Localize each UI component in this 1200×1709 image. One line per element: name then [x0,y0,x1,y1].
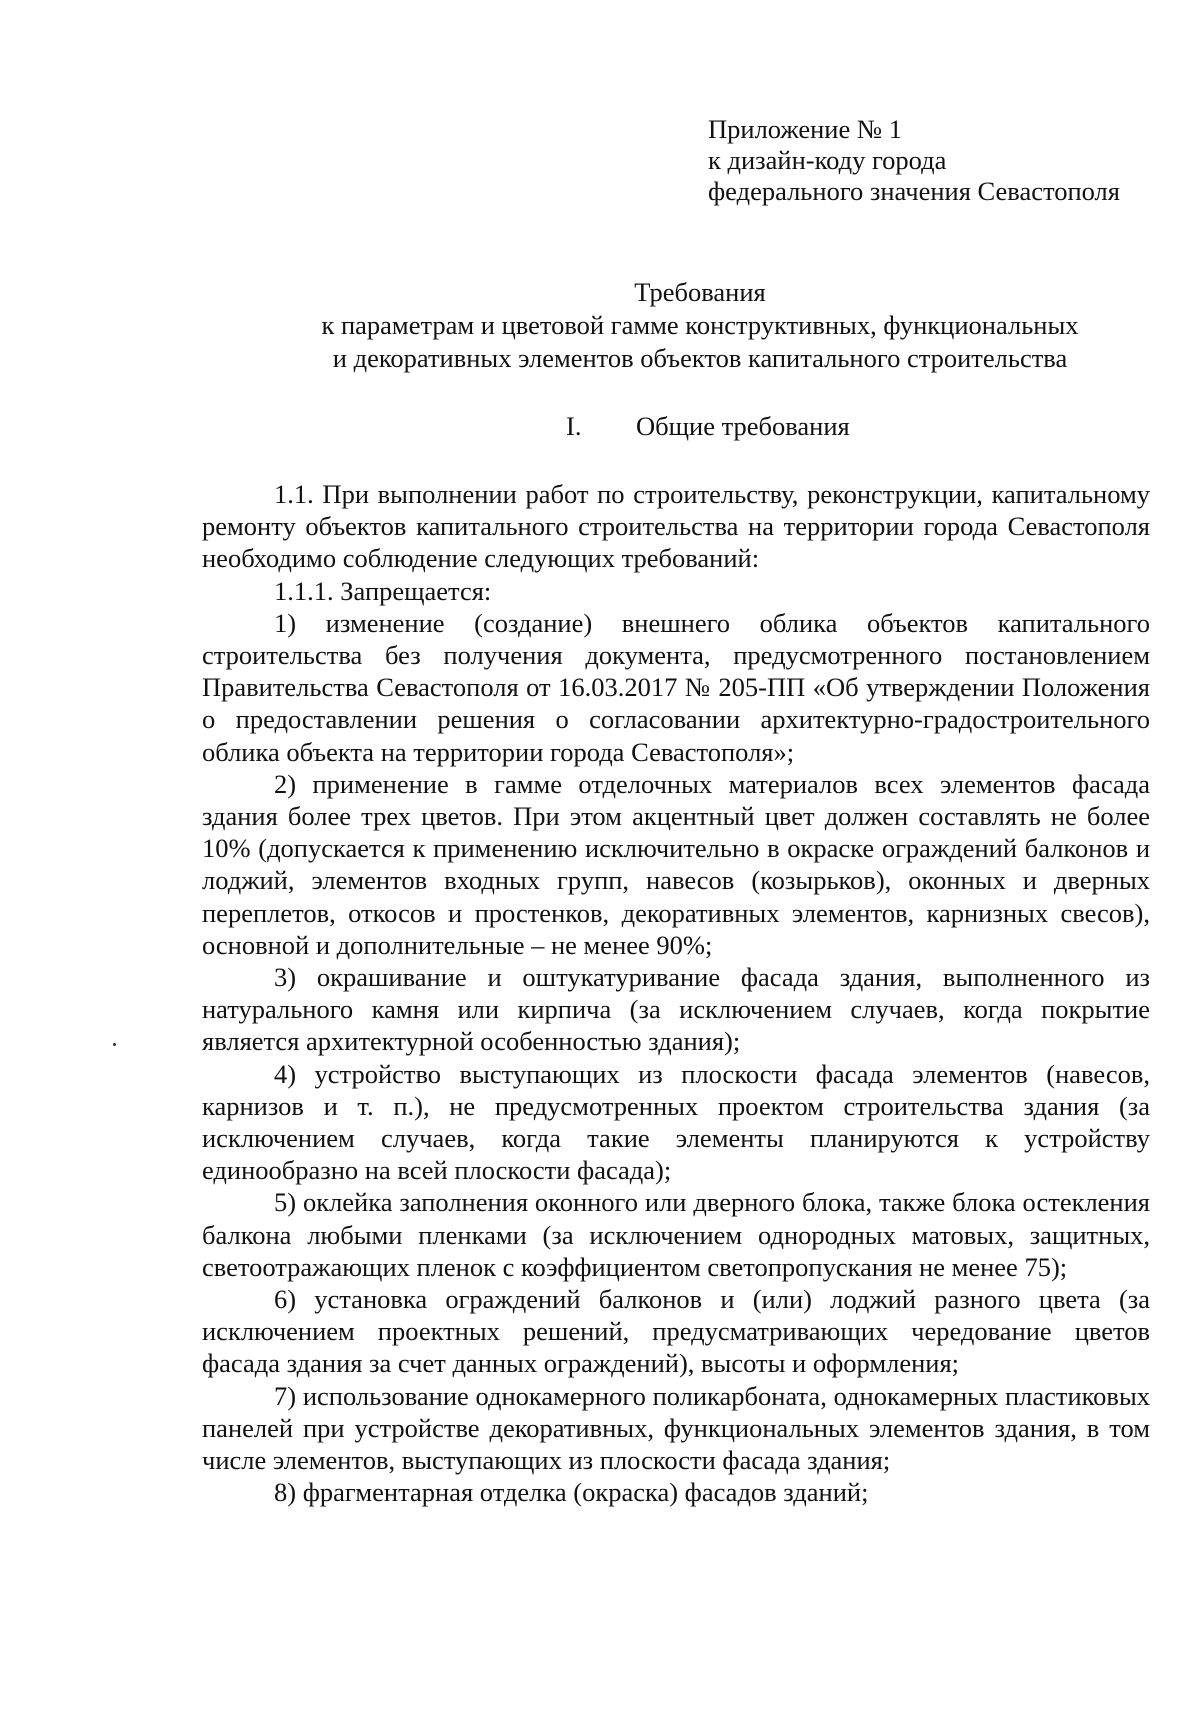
scan-speck [113,1043,116,1046]
title-line-2: к параметрам и цветовой гамме конструктивных, функциональных [321,310,1079,340]
section-number: I. [566,411,582,441]
paragraph-1-1-1: 1.1.1. Запрещается: [274,575,492,606]
body-text [202,478,1150,1509]
appendix-city: федерального значения Севастополя [708,176,1120,206]
list-item-4: 4) устройство выступающих из плоскости фасада элементов (навесов, карнизов и т. п.), не предусмотренных проектом строительства здания (за исключением случаев, когда такие элементы планируются к устройству единообразно на всей плоскости фасада); [202,1058,1150,1186]
section-title: Общие требования [636,411,850,441]
list-item-6: 6) установка ограждений балконов и (или) лоджий разного цвета (за исключением проектных решений, предусматривающих чередование цветов фасада здания за счет данных ограждений), высоты и оформления; [202,1284,1150,1379]
section-heading [566,410,850,443]
document-title [200,276,1200,375]
list-item-7: 7) использование однокамерного поликарбоната, однокамерных пластиковых панелей при устройстве декоративных, функциональных элементов здания, в том числе элементов, выступающих из плоскости фасада здания; [202,1380,1150,1476]
list-item-8: 8) фрагментарная отделка (окраска) фасадов зданий; [274,1477,869,1508]
title-line-3: и декоративных элементов объектов капитального строительства [332,343,1068,373]
title-line-1: Требования [634,277,766,307]
appendix-number: Приложение № 1 [708,114,903,144]
list-item-3: 3) окрашивание и оштукатуривание фасада здания, выполненного из натурального камня или кирпича (за исключением случаев, когда покрытие является архитектурной особенностью здания); [202,962,1150,1057]
list-item-5: 5) оклейка заполнения оконного или дверного блока, также блока остекления балкона любыми пленками (за исключением однородных матовых, защитных, светоотражающих пленок с коэффициентом светопропускания не менее 75); [202,1187,1150,1282]
appendix-reference: к дизайн-коду города [708,145,947,175]
list-item-2: 2) применение в гамме отделочных материалов всех элементов фасада здания более трех цветов. При этом акцентный цвет должен составлять не более 10% (допускается к применению исключительно в окраске ограждений балконов и лоджий, элементов входных групп, навесов (козырьков), оконных и дверных переплетов, откосов и простенков, декоративных элементов, карнизных свесов), основной и дополнительные – не менее 90%; [202,768,1150,960]
paragraph-1-1: 1.1. При выполнении работ по строительству, реконструкции, капитальному ремонту объектов капитального строительства на территории города Севастополя необходимо соблюдение следующих требований: [202,479,1150,574]
appendix-header [708,114,1120,207]
list-item-1: 1) изменение (создание) внешнего облика объектов капитального строительства без получения документа, предусмотренного постановлением Правительства Севастополя от 16.03.2017 № 205-ПП «Об утверждении Положения о предоставлении решения о согласовании архитектурно-градостроительного облика объекта на территории города Севастополя»; [202,607,1150,767]
